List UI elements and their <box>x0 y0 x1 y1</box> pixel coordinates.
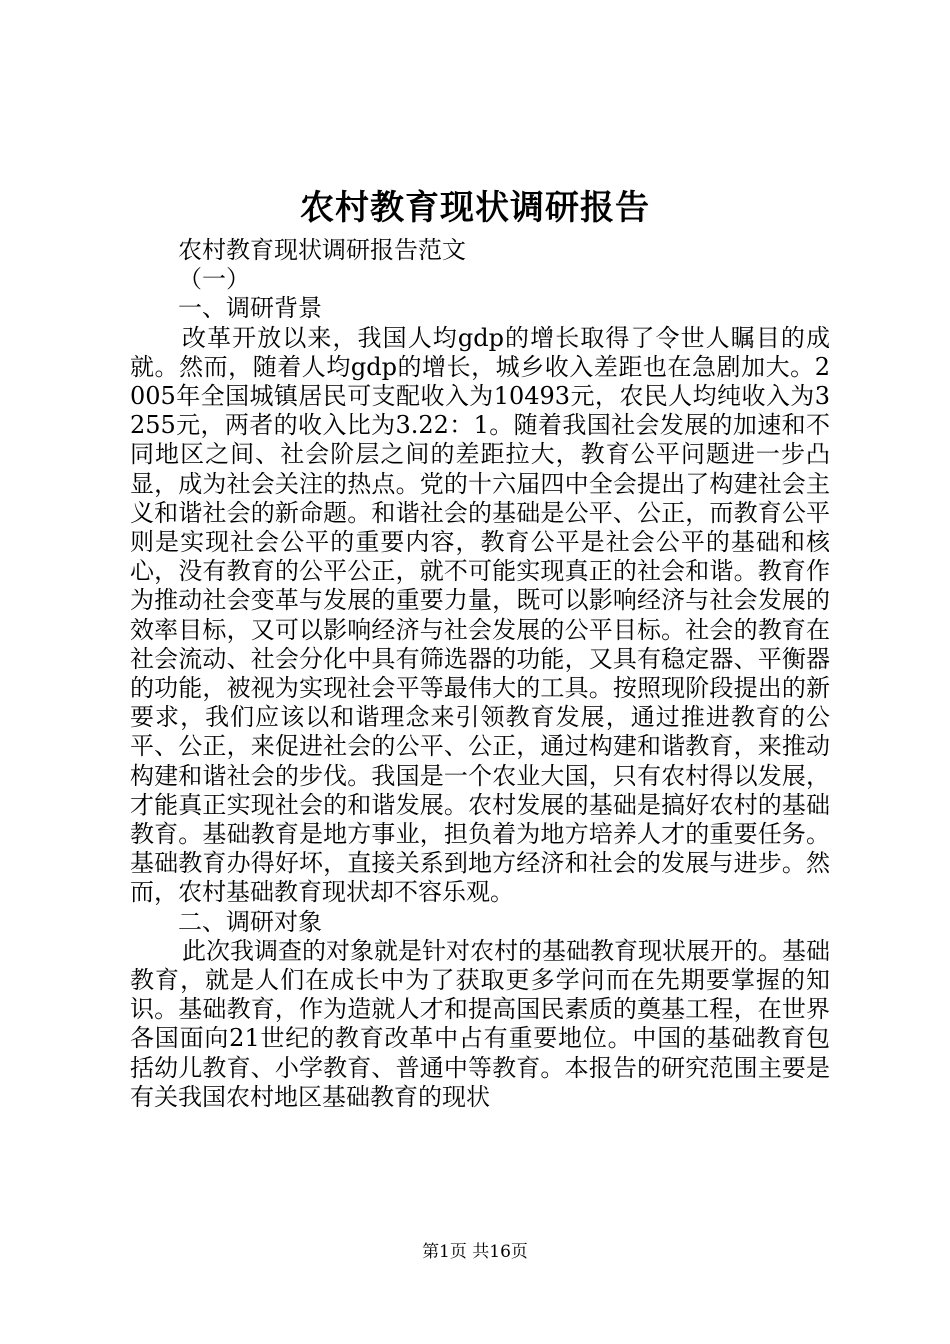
document-title: 农村教育现状调研报告 <box>300 188 650 228</box>
section-paragraph-background: 改革开放以来，我国人均gdp的增长取得了令世人瞩目的成就。然而，随着人均gdp的增长，城乡收入差距也在急剧加大。2005年全国城镇居民可支配收入为10493元，农民人均纯收入为3255元，两者的收入比为3.22：1。随着我国社会发展的加速和不同地区之间、社会阶层之间的差距拉大，教育公平问题进一步凸显，成为社会关注的热点。党的十六届四中全会提出了构建社会主义和谐社会的新命题。和谐社会的基础是公平、公正，而教育公平则是实现社会公平的重要内容，教育公平是社会公平的基础和核心，没有教育的公平公正，就不可能实现真正的社会和谐。教育作为推动社会变革与发展的重要力量，既可以影响经济与社会发展的效率目标，又可以影响经济与社会发展的公平目标。社会的教育在社会流动、社会分化中具有筛选器的功能，又具有稳定器、平衡器的功能，被视为实现社会平等最伟大的工具。按照现阶段提出的新要求，我们应该以和谐理念来引领教育发展，通过推进教育的公平、公正，来促进社会的公平、公正，通过构建和谐教育，来推动构建和谐社会的步伐。我国是一个农业大国，只有农村得以发展，才能真正实现社会的和谐发展。农村发展的基础是搞好农村的基础教育。基础教育是地方事业，担负着为地方培养人才的重要任务。基础教育办得好坏，直接关系到地方经济和社会的发展与进步。然而，农村基础教育现状却不容乐观。 <box>130 323 830 907</box>
section-heading-subjects: 二、调研对象 <box>178 907 322 936</box>
section-heading-background: 一、调研背景 <box>178 294 322 323</box>
section-paragraph-subjects: 此次我调查的对象就是针对农村的基础教育现状展开的。基础教育，就是人们在成长中为了获取更多学问而在先期要掌握的知识。基础教育，作为造就人才和提高国民素质的奠基工程，在世界各国面向21世纪的教育改革中占有重要地位。中国的基础教育包括幼儿教育、小学教育、普通中等教育。本报告的研究范围主要是有关我国农村地区基础教育的现状 <box>130 936 830 1111</box>
part-marker: （一） <box>178 265 250 294</box>
document-body <box>130 236 830 1112</box>
document-subtitle: 农村教育现状调研报告范文 <box>178 236 466 264</box>
page-footer: 第1页 共16页 <box>422 1242 528 1262</box>
